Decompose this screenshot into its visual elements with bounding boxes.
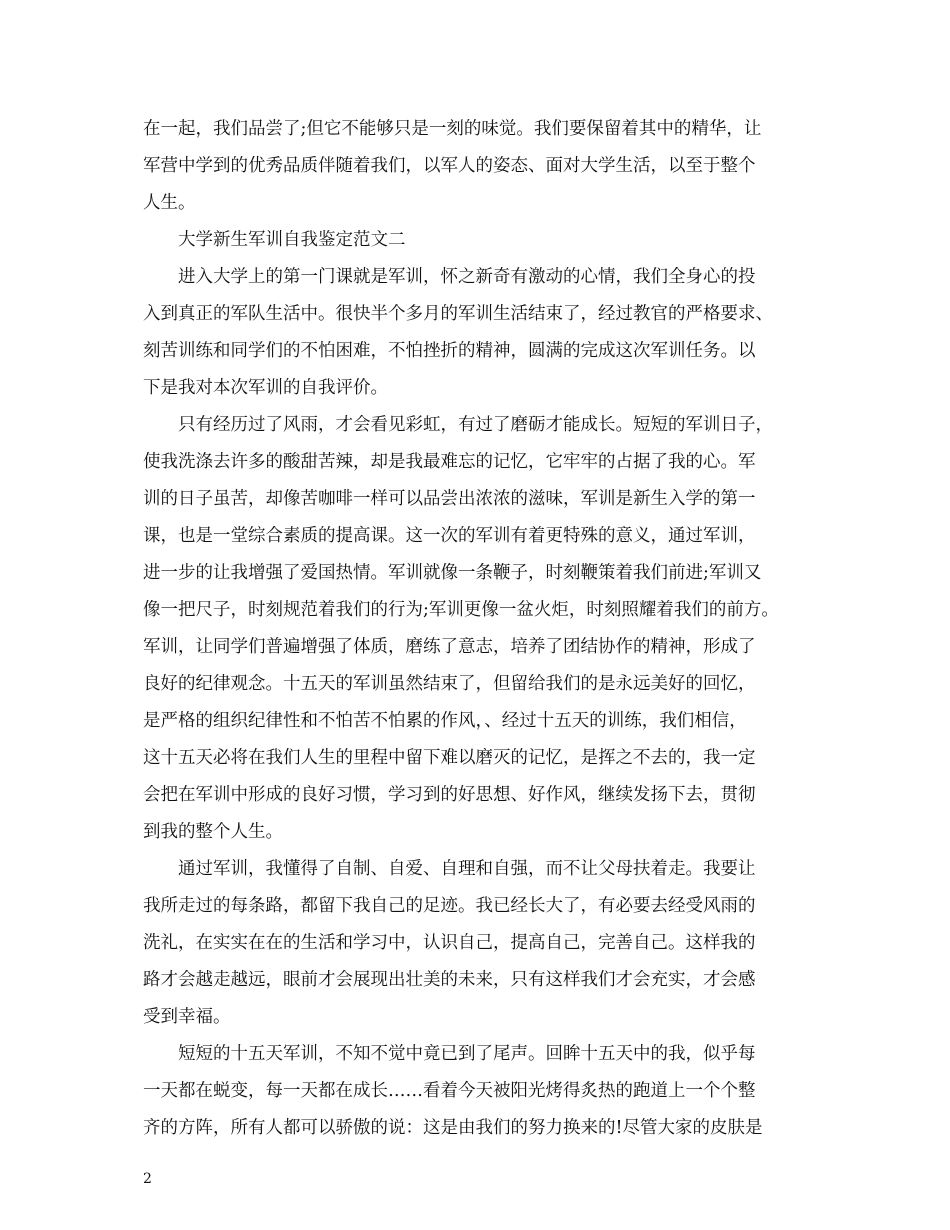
text-line: 只有经历过了风雨，才会看见彩虹，有过了磨砺才能成长。短短的军训日子， [178,415,773,435]
text-line: 军营中学到的优秀品质伴随着我们，以军人的姿态、面对大学生活，以至于整个 [143,156,756,176]
text-line: 进入大学上的第一门课就是军训，怀之新奇有激动的心情，我们全身心的投 [178,267,756,287]
text-line: 下是我对本次军训的自我评价。 [143,378,388,398]
text-line: 一天都在蜕变，每一天都在成长……看着今天被阳光烤得炙热的跑道上一个个整 [143,1081,756,1101]
text-line: 路才会越走越远，眼前才会展现出壮美的未来，只有这样我们才会充实，才会感 [143,970,756,990]
text-line: 入到真正的军队生活中。很快半个多月的军训生活结束了，经过教官的严格要求、 [143,304,773,324]
text-line: 受到幸福。 [143,1007,231,1027]
text-line: 人生。 [143,193,196,213]
text-line: 我所走过的每条路，都留下我自己的足迹。我已经长大了，有必要去经受风雨的 [143,896,756,916]
text-line: 齐的方阵，所有人都可以骄傲的说：这是由我们的努力换来的!尽管大家的皮肤是 [143,1118,763,1138]
text-line: 进一步的让我增强了爱国热情。军训就像一条鞭子，时刻鞭策着我们前进;军训又 [143,563,762,583]
text-line: 军训，让同学们普遍增强了体质，磨练了意志，培养了团结协作的精神，形成了 [143,637,756,657]
text-line: 洗礼，在实实在在的生活和学习中，认识自己，提高自己，完善自己。这样我的 [143,933,756,953]
text-line: 使我洗涤去许多的酸甜苦辣，却是我最难忘的记忆，它牢牢的占据了我的心。军 [143,452,756,472]
section-heading: 大学新生军训自我鉴定范文二 [178,230,406,250]
page-number: 2 [143,1171,152,1187]
text-line: 这十五天必将在我们人生的里程中留下难以磨灭的记忆，是挥之不去的，我一定 [143,748,756,768]
text-line: 是严格的组织纪律性和不怕苦不怕累的作风，、经过十五天的训练，我们相信， [143,711,747,731]
text-line: 刻苦训练和同学们的不怕困难，不怕挫折的精神，圆满的完成这次军训任务。以 [143,341,756,361]
text-line: 在一起，我们品尝了;但它不能够只是一刻的味觉。我们要保留着其中的精华，让 [143,119,762,139]
text-line: 会把在军训中形成的良好习惯，学习到的好思想、好作风，继续发扬下去，贯彻 [143,785,756,805]
text-line: 通过军训，我懂得了自制、自爱、自理和自强，而不让父母扶着走。我要让 [178,859,756,879]
text-line: 良好的纪律观念。十五天的军训虽然结束了，但留给我们的是永远美好的回忆， [143,674,756,694]
text-line: 像一把尺子，时刻规范着我们的行为;军训更像一盆火炬，时刻照耀着我们的前方。 [143,600,779,620]
text-line: 到我的整个人生。 [143,822,283,842]
text-line: 课，也是一堂综合素质的提高课。这一次的军训有着更特殊的意义，通过军训， [143,526,756,546]
text-line: 短短的十五天军训，不知不觉中竟已到了尾声。回眸十五天中的我，似乎每 [178,1044,756,1064]
text-line: 训的日子虽苦，却像苦咖啡一样可以品尝出浓浓的滋味，军训是新生入学的第一 [143,489,756,509]
